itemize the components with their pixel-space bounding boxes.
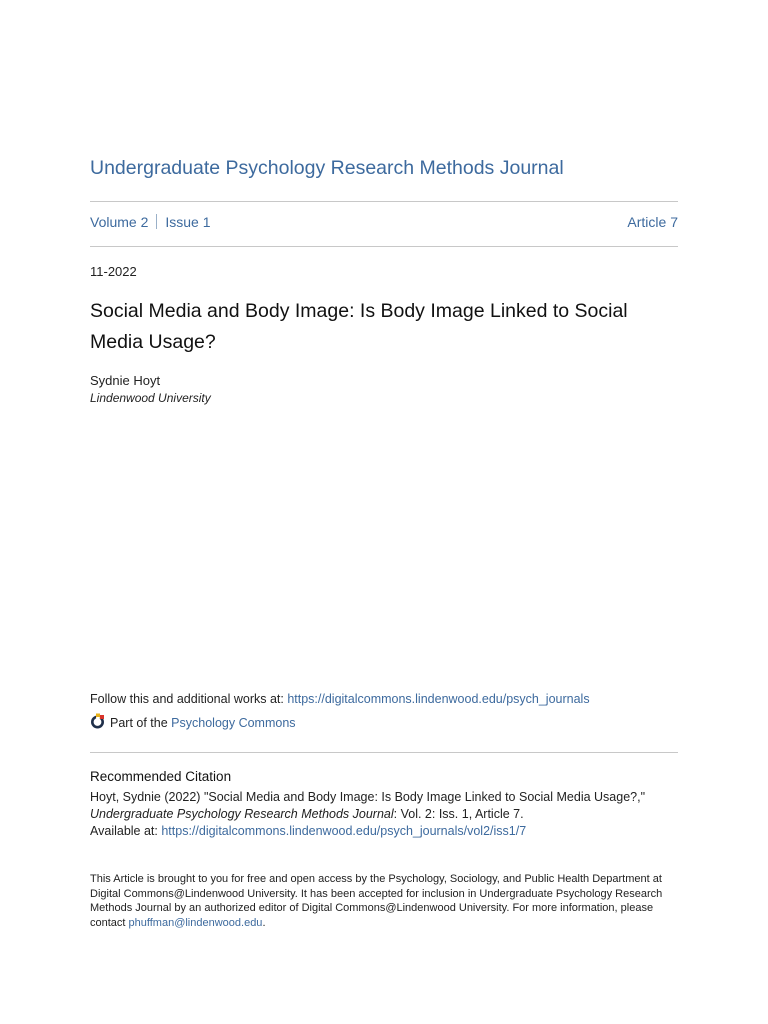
issue-separator <box>156 214 157 229</box>
citation-line-2 <box>90 806 678 823</box>
follow-line <box>90 692 590 706</box>
collection-url-link[interactable]: https://digitalcommons.lindenwood.edu/psych_journals <box>287 692 590 706</box>
citation-divider <box>90 752 678 753</box>
volume-link[interactable]: Volume 2 <box>90 214 149 230</box>
contact-email-link[interactable]: phuffman@lindenwood.edu <box>128 916 263 929</box>
issue-divider <box>90 246 678 247</box>
part-of-label: Part of the <box>110 716 168 730</box>
psychology-commons-link[interactable]: Psychology Commons <box>171 716 296 730</box>
access-notice <box>90 872 678 930</box>
article-link[interactable]: Article 7 <box>627 214 678 230</box>
issue-link[interactable]: Issue 1 <box>165 214 211 230</box>
citation-block <box>90 789 678 840</box>
recommended-citation-heading: Recommended Citation <box>90 769 232 784</box>
follow-label: Follow this and additional works at: <box>90 692 288 706</box>
author-name: Sydnie Hoyt <box>90 373 161 388</box>
citation-volume-info: : Vol. 2: Iss. 1, Article 7. <box>393 807 524 821</box>
article-url-link[interactable]: https://digitalcommons.lindenwood.edu/psych_journals/vol2/iss1/7 <box>161 824 527 838</box>
citation-journal-name: Undergraduate Psychology Research Methods Journal <box>90 807 394 821</box>
author-affiliation: Lindenwood University <box>90 391 211 405</box>
available-at-label: Available at: <box>90 824 162 838</box>
notice-text: This Article is brought to you for free and open access by the Psychology, Sociology, and Public Health Department at Digital Commons@Lindenwood University. It has been accepted for inclusion in Undergraduate Psychology Research Methods Journal by an authorized editor of Digital Commons@Lindenwood University. For more information, please contact <box>90 873 663 929</box>
citation-line-1: Hoyt, Sydnie (2022) "Social Media and Body Image: Is Body Image Linked to Social Media Usage?," <box>90 790 646 804</box>
journal-title-link[interactable]: Undergraduate Psychology Research Methods Journal <box>90 157 564 179</box>
top-divider <box>90 201 678 202</box>
notice-end: . <box>262 916 266 929</box>
citation-line-3 <box>90 823 678 840</box>
part-of-line <box>90 715 296 731</box>
issue-info-row <box>90 214 678 230</box>
publication-date: 11-2022 <box>90 264 137 279</box>
article-title: Social Media and Body Image: Is Body Image Linked to Social Media Usage? <box>90 300 628 353</box>
bepress-commons-icon <box>90 713 106 729</box>
